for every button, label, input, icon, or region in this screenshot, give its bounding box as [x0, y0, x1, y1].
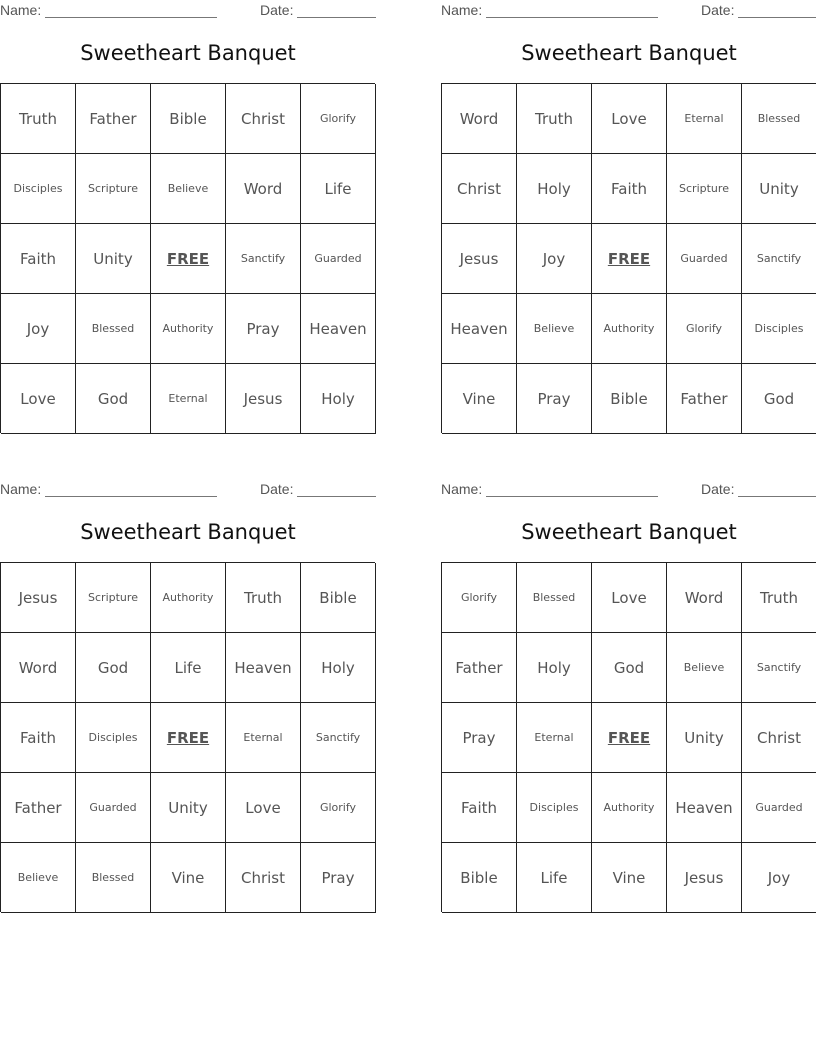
- bingo-cell[interactable]: God: [76, 364, 151, 434]
- bingo-cell[interactable]: Truth: [1, 84, 76, 154]
- card-header: [441, 2, 816, 20]
- bingo-cell[interactable]: Bible: [151, 84, 226, 154]
- bingo-cell[interactable]: Believe: [517, 294, 592, 364]
- bingo-cell[interactable]: Unity: [667, 703, 742, 773]
- bingo-cell[interactable]: FREE: [592, 224, 667, 294]
- name-field[interactable]: [45, 2, 217, 18]
- date-label: Date:: [701, 2, 735, 18]
- bingo-cell[interactable]: Word: [442, 84, 517, 154]
- date-label: Date:: [701, 481, 735, 497]
- bingo-cell[interactable]: Blessed: [76, 843, 151, 913]
- bingo-cell[interactable]: Bible: [442, 843, 517, 913]
- bingo-cell[interactable]: Holy: [517, 154, 592, 224]
- bingo-cell[interactable]: Believe: [1, 843, 76, 913]
- bingo-cell[interactable]: Glorify: [301, 773, 376, 843]
- bingo-cell[interactable]: Blessed: [76, 294, 151, 364]
- date-field[interactable]: [297, 481, 376, 497]
- bingo-cell[interactable]: Unity: [76, 224, 151, 294]
- name-field[interactable]: [45, 481, 217, 497]
- bingo-cell[interactable]: Life: [151, 633, 226, 703]
- bingo-cell[interactable]: Blessed: [517, 563, 592, 633]
- bingo-cell[interactable]: Pray: [442, 703, 517, 773]
- bingo-cell[interactable]: Scripture: [76, 154, 151, 224]
- bingo-cell[interactable]: Joy: [1, 294, 76, 364]
- bingo-cell[interactable]: FREE: [592, 703, 667, 773]
- date-field[interactable]: [738, 481, 816, 497]
- bingo-cell[interactable]: Life: [301, 154, 376, 224]
- bingo-cell[interactable]: Unity: [151, 773, 226, 843]
- bingo-cell[interactable]: Sanctify: [742, 633, 816, 703]
- name-field[interactable]: [486, 481, 658, 497]
- bingo-cell[interactable]: Pray: [301, 843, 376, 913]
- bingo-cell[interactable]: Bible: [592, 364, 667, 434]
- bingo-cell[interactable]: Sanctify: [301, 703, 376, 773]
- date-label: Date:: [260, 2, 294, 18]
- bingo-cell[interactable]: Love: [226, 773, 301, 843]
- bingo-cell[interactable]: Jesus: [442, 224, 517, 294]
- bingo-cell[interactable]: Authority: [151, 294, 226, 364]
- bingo-cell[interactable]: Truth: [742, 563, 816, 633]
- bingo-card-2: [441, 0, 816, 440]
- bingo-card-4: [441, 479, 816, 919]
- bingo-cell[interactable]: Scripture: [667, 154, 742, 224]
- bingo-cell[interactable]: Glorify: [442, 563, 517, 633]
- bingo-cell[interactable]: Faith: [442, 773, 517, 843]
- bingo-cell[interactable]: Love: [592, 84, 667, 154]
- card-header: [0, 481, 376, 499]
- bingo-cell[interactable]: Jesus: [667, 843, 742, 913]
- bingo-cell[interactable]: FREE: [151, 224, 226, 294]
- bingo-cell[interactable]: Glorify: [301, 84, 376, 154]
- card-header: [0, 2, 376, 20]
- date-field[interactable]: [738, 2, 816, 18]
- bingo-cell[interactable]: Pray: [226, 294, 301, 364]
- card-header: [441, 481, 816, 499]
- bingo-cell[interactable]: Holy: [301, 633, 376, 703]
- bingo-cell[interactable]: FREE: [151, 703, 226, 773]
- name-label: Name:: [0, 2, 42, 18]
- bingo-cell[interactable]: Sanctify: [742, 224, 816, 294]
- bingo-cell[interactable]: Glorify: [667, 294, 742, 364]
- bingo-cell[interactable]: Disciples: [1, 154, 76, 224]
- name-label: Name:: [441, 481, 483, 497]
- bingo-cell[interactable]: Heaven: [442, 294, 517, 364]
- bingo-cell[interactable]: Authority: [592, 294, 667, 364]
- bingo-cell[interactable]: Blessed: [742, 84, 816, 154]
- bingo-cell[interactable]: Father: [1, 773, 76, 843]
- bingo-cell[interactable]: Word: [1, 633, 76, 703]
- bingo-card-1: [0, 0, 376, 440]
- bingo-cell[interactable]: Christ: [226, 843, 301, 913]
- bingo-grid: [0, 83, 375, 433]
- card-title: Sweetheart Banquet: [80, 520, 296, 544]
- bingo-cell[interactable]: Christ: [442, 154, 517, 224]
- bingo-cell[interactable]: Disciples: [517, 773, 592, 843]
- bingo-cell[interactable]: Father: [76, 84, 151, 154]
- bingo-cell[interactable]: Guarded: [667, 224, 742, 294]
- bingo-grid: [441, 83, 816, 433]
- bingo-cell[interactable]: Authority: [592, 773, 667, 843]
- name-label: Name:: [441, 2, 483, 18]
- bingo-cell[interactable]: Love: [592, 563, 667, 633]
- bingo-cell[interactable]: Guarded: [301, 224, 376, 294]
- bingo-cell[interactable]: Word: [667, 563, 742, 633]
- bingo-cell[interactable]: Christ: [226, 84, 301, 154]
- bingo-cell[interactable]: Eternal: [517, 703, 592, 773]
- bingo-cell[interactable]: Eternal: [151, 364, 226, 434]
- bingo-cell[interactable]: Truth: [517, 84, 592, 154]
- name-field[interactable]: [486, 2, 658, 18]
- bingo-cell[interactable]: Pray: [517, 364, 592, 434]
- bingo-cell[interactable]: Jesus: [226, 364, 301, 434]
- bingo-grid: [0, 562, 375, 912]
- bingo-cell[interactable]: Authority: [151, 563, 226, 633]
- bingo-cell[interactable]: Eternal: [667, 84, 742, 154]
- bingo-cell[interactable]: Joy: [517, 224, 592, 294]
- bingo-cell[interactable]: Believe: [151, 154, 226, 224]
- bingo-cell[interactable]: Holy: [517, 633, 592, 703]
- bingo-cell[interactable]: Faith: [1, 703, 76, 773]
- bingo-cell[interactable]: Guarded: [76, 773, 151, 843]
- bingo-cell[interactable]: Christ: [742, 703, 816, 773]
- bingo-cell[interactable]: Holy: [301, 364, 376, 434]
- bingo-cell[interactable]: Heaven: [301, 294, 376, 364]
- bingo-cell[interactable]: Love: [1, 364, 76, 434]
- bingo-cell[interactable]: Heaven: [667, 773, 742, 843]
- bingo-cell[interactable]: Vine: [442, 364, 517, 434]
- bingo-cell[interactable]: Guarded: [742, 773, 816, 843]
- bingo-cell[interactable]: God: [592, 633, 667, 703]
- bingo-cell[interactable]: Sanctify: [226, 224, 301, 294]
- bingo-cell[interactable]: Father: [442, 633, 517, 703]
- bingo-cell[interactable]: Vine: [592, 843, 667, 913]
- date-label: Date:: [260, 481, 294, 497]
- bingo-cell[interactable]: Truth: [226, 563, 301, 633]
- bingo-cell[interactable]: God: [742, 364, 816, 434]
- bingo-cell[interactable]: Disciples: [742, 294, 816, 364]
- bingo-cell[interactable]: Joy: [742, 843, 816, 913]
- bingo-cell[interactable]: Bible: [301, 563, 376, 633]
- bingo-cell[interactable]: Scripture: [76, 563, 151, 633]
- bingo-cell[interactable]: Faith: [592, 154, 667, 224]
- bingo-cell[interactable]: Heaven: [226, 633, 301, 703]
- bingo-cell[interactable]: Word: [226, 154, 301, 224]
- card-title: Sweetheart Banquet: [521, 520, 737, 544]
- bingo-cell[interactable]: Eternal: [226, 703, 301, 773]
- card-title: Sweetheart Banquet: [521, 41, 737, 65]
- bingo-cell[interactable]: God: [76, 633, 151, 703]
- bingo-cell[interactable]: Jesus: [1, 563, 76, 633]
- bingo-cell[interactable]: Unity: [742, 154, 816, 224]
- name-label: Name:: [0, 481, 42, 497]
- bingo-card-3: [0, 479, 376, 919]
- bingo-grid: [441, 562, 816, 912]
- bingo-cell[interactable]: Disciples: [76, 703, 151, 773]
- card-title: Sweetheart Banquet: [80, 41, 296, 65]
- bingo-cell[interactable]: Vine: [151, 843, 226, 913]
- bingo-cell[interactable]: Life: [517, 843, 592, 913]
- bingo-cell[interactable]: Faith: [1, 224, 76, 294]
- bingo-cell[interactable]: Believe: [667, 633, 742, 703]
- date-field[interactable]: [297, 2, 376, 18]
- bingo-cell[interactable]: Father: [667, 364, 742, 434]
